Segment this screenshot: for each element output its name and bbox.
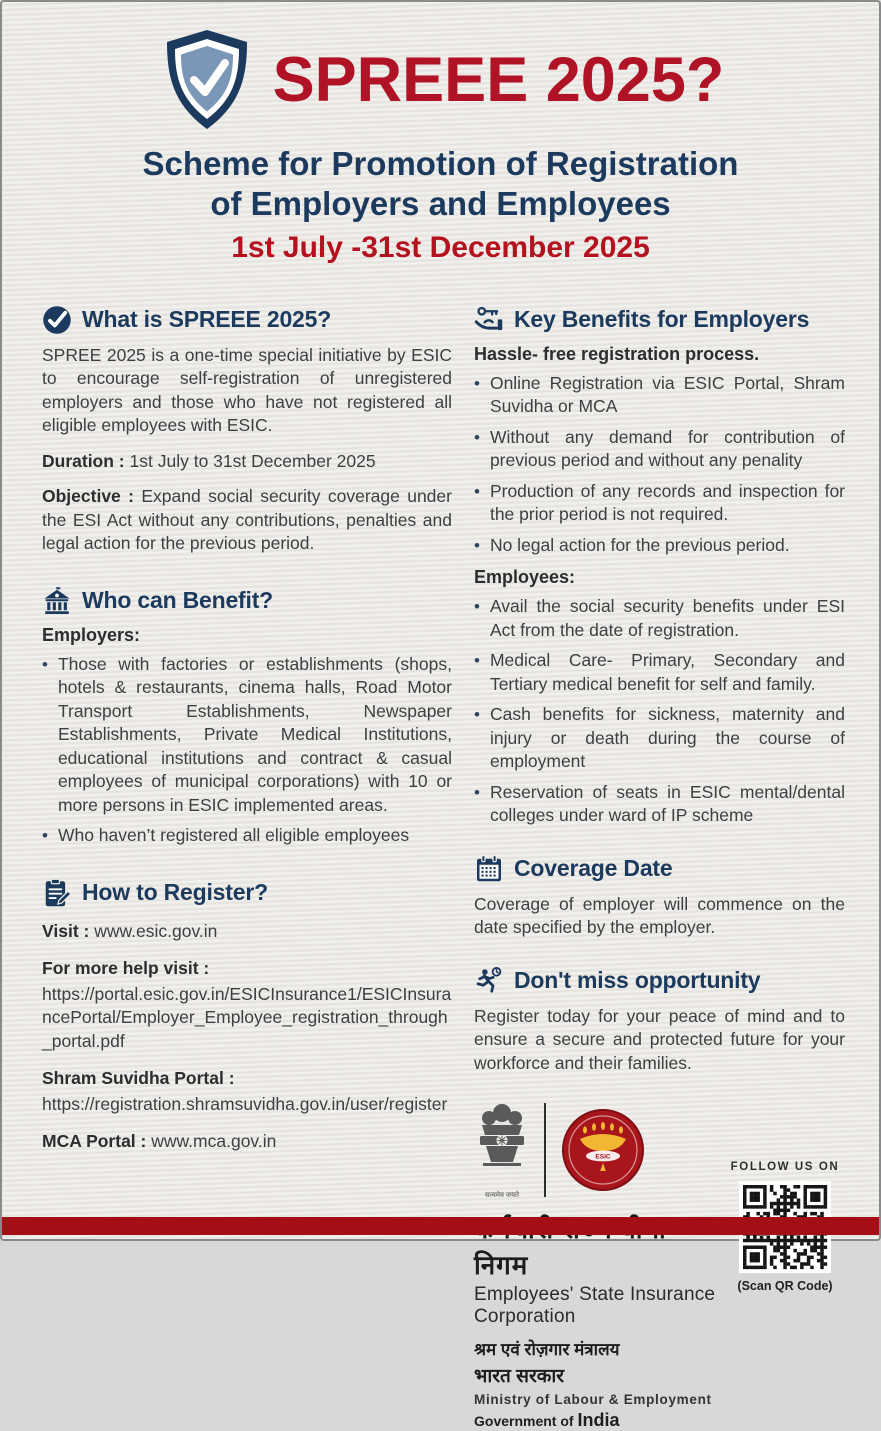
bullet-icon: • [474, 372, 480, 419]
section-key-benefits [474, 305, 845, 828]
mca-portal-label: MCA Portal : [42, 1131, 146, 1151]
visit-line [42, 920, 452, 944]
subtitle-line2: of Employers and Employees [2, 184, 879, 224]
shield-check-icon [157, 28, 257, 132]
qr-caption: (Scan QR Code) [725, 1279, 845, 1293]
shram-portal-url: https://registration.shramsuvidha.gov.in/user/register [42, 1093, 452, 1117]
emblem-caption: सत्यमेव जयते [474, 1191, 530, 1200]
objective-line [42, 485, 452, 556]
help-url: https://portal.esic.gov.in/ESICInsurance1/ESICInsurancePortal/Employer_Employee_registration_through_portal.pdf [42, 983, 452, 1054]
bullet-icon: • [474, 649, 480, 696]
list-item: • Reservation of seats in ESIC mental/dental colleges under ward of IP scheme [474, 781, 845, 828]
shram-portal-label: Shram Suvidha Portal : [42, 1068, 235, 1088]
bullet-icon: • [474, 426, 480, 473]
employee-benefits-list [474, 595, 845, 828]
dont-miss-body: Register today for your peace of mind and to ensure a secure and protected future for your workforce and their families. [474, 1005, 845, 1076]
employees-label: Employees: [474, 567, 845, 588]
footer-org-block [474, 1099, 845, 1431]
duration-line [42, 450, 452, 474]
bullet-icon: • [42, 653, 48, 818]
help-label-line [42, 957, 452, 981]
bottom-red-bar [2, 1217, 879, 1235]
duration-label: Duration : [42, 451, 125, 471]
shram-label-line [42, 1067, 452, 1091]
ashoka-emblem [474, 1099, 530, 1200]
coverage-heading: Coverage Date [514, 855, 672, 882]
who-heading: Who can Benefit? [82, 587, 273, 614]
what-is-body: SPREE 2025 is a one-time special initiative by ESIC to encourage self-registration of unregistered employers and those who have not registered all eligible employees with ESIC. [42, 344, 452, 438]
objective-value: Expand social security coverage under the ESI Act without any contributions, penalties and legal action for the previous period. [42, 486, 452, 553]
government-hindi: भारत सरकार [474, 1362, 725, 1388]
clipboard-pencil-icon [42, 878, 72, 908]
list-item: • Who haven’t registered all eligible employees [42, 824, 452, 848]
visit-label: Visit : [42, 921, 89, 941]
follow-us-label: FOLLOW US ON [725, 1161, 845, 1173]
hand-key-icon [474, 305, 504, 335]
subtitle-line1: Scheme for Promotion of Registration [2, 144, 879, 184]
svg-text:ESIC: ESIC [595, 1153, 610, 1160]
list-item: • Production of any records and inspection for the prior period is not required. [474, 480, 845, 527]
section-dont-miss [474, 966, 845, 1076]
bullet-icon: • [474, 534, 480, 558]
list-item: • No legal action for the previous period. [474, 534, 845, 558]
duration-value: 1st July to 31st December 2025 [130, 451, 376, 471]
section-what-is [42, 305, 452, 556]
bullet-icon: • [474, 781, 480, 828]
visit-url: www.esic.gov.in [94, 921, 217, 941]
government-english: Government of India [474, 1410, 725, 1431]
ashoka-emblem-icon [474, 1099, 530, 1185]
list-item: • Cash benefits for sickness, maternity and injury or death during the course of employment [474, 703, 845, 774]
bullet-icon: • [474, 703, 480, 774]
benefits-heading: Key Benefits for Employers [514, 306, 809, 333]
list-item: • Without any demand for contribution of previous period and without any penality [474, 426, 845, 473]
bullet-icon: • [474, 595, 480, 642]
section-who-can-benefit [42, 586, 452, 848]
bullet-icon: • [42, 824, 48, 848]
check-circle-icon [42, 305, 72, 335]
employers-benefit-list [42, 653, 452, 848]
right-column [474, 305, 845, 1431]
left-column [42, 305, 452, 1431]
what-is-heading: What is SPREEE 2025? [82, 306, 331, 333]
register-heading: How to Register? [82, 879, 268, 906]
coverage-body: Coverage of employer will commence on the date specified by the employer. [474, 893, 845, 940]
scheme-subtitle [2, 144, 879, 225]
bank-icon [42, 586, 72, 616]
org-name-english: Employees' State Insurance Corporation [474, 1284, 725, 1328]
content-columns [2, 265, 879, 1431]
dont-miss-heading: Don't miss opportunity [514, 967, 760, 994]
help-label: For more help visit : [42, 958, 209, 978]
runner-clock-icon [474, 966, 504, 996]
section-how-to-register [42, 878, 452, 1154]
list-item: • Medical Care- Primary, Secondary and Tertiary medical benefit for self and family. [474, 649, 845, 696]
org-name-hindi: निगम [474, 1210, 725, 1282]
scheme-date-range: 1st July -31st December 2025 [2, 231, 879, 265]
page-title: SPREEE 2025? [273, 44, 725, 116]
qr-block [725, 1161, 845, 1431]
list-item: • Online Registration via ESIC Portal, Shram Suvidha or MCA [474, 372, 845, 419]
list-item: • Those with factories or establishments (shops, hotels & restaurants, cinema halls, Road Motor Transport Establishments, Newspaper Establishments, Private Medical Institutions, educational institutions and contract & casual employees of municipal corporations) with 10 or more persons in ESIC implemented areas. [42, 653, 452, 818]
bullet-icon: • [474, 480, 480, 527]
ministry-hindi: श्रम एवं रोज़गार मंत्रालय [474, 1337, 725, 1360]
section-coverage-date [474, 854, 845, 940]
employers-label: Employers: [42, 625, 452, 646]
ministry-english: Ministry of Labour & Employment [474, 1392, 725, 1407]
mca-line [42, 1130, 452, 1154]
objective-label: Objective : [42, 486, 134, 506]
esic-logo [560, 1107, 646, 1193]
calendar-icon [474, 854, 504, 884]
benefits-subheading: Hassle- free registration process. [474, 344, 845, 365]
vertical-divider [544, 1103, 546, 1197]
employer-benefits-list [474, 372, 845, 558]
header [2, 2, 879, 265]
mca-portal-url: www.mca.gov.in [151, 1131, 276, 1151]
list-item: • Avail the social security benefits under ESI Act from the date of registration. [474, 595, 845, 642]
